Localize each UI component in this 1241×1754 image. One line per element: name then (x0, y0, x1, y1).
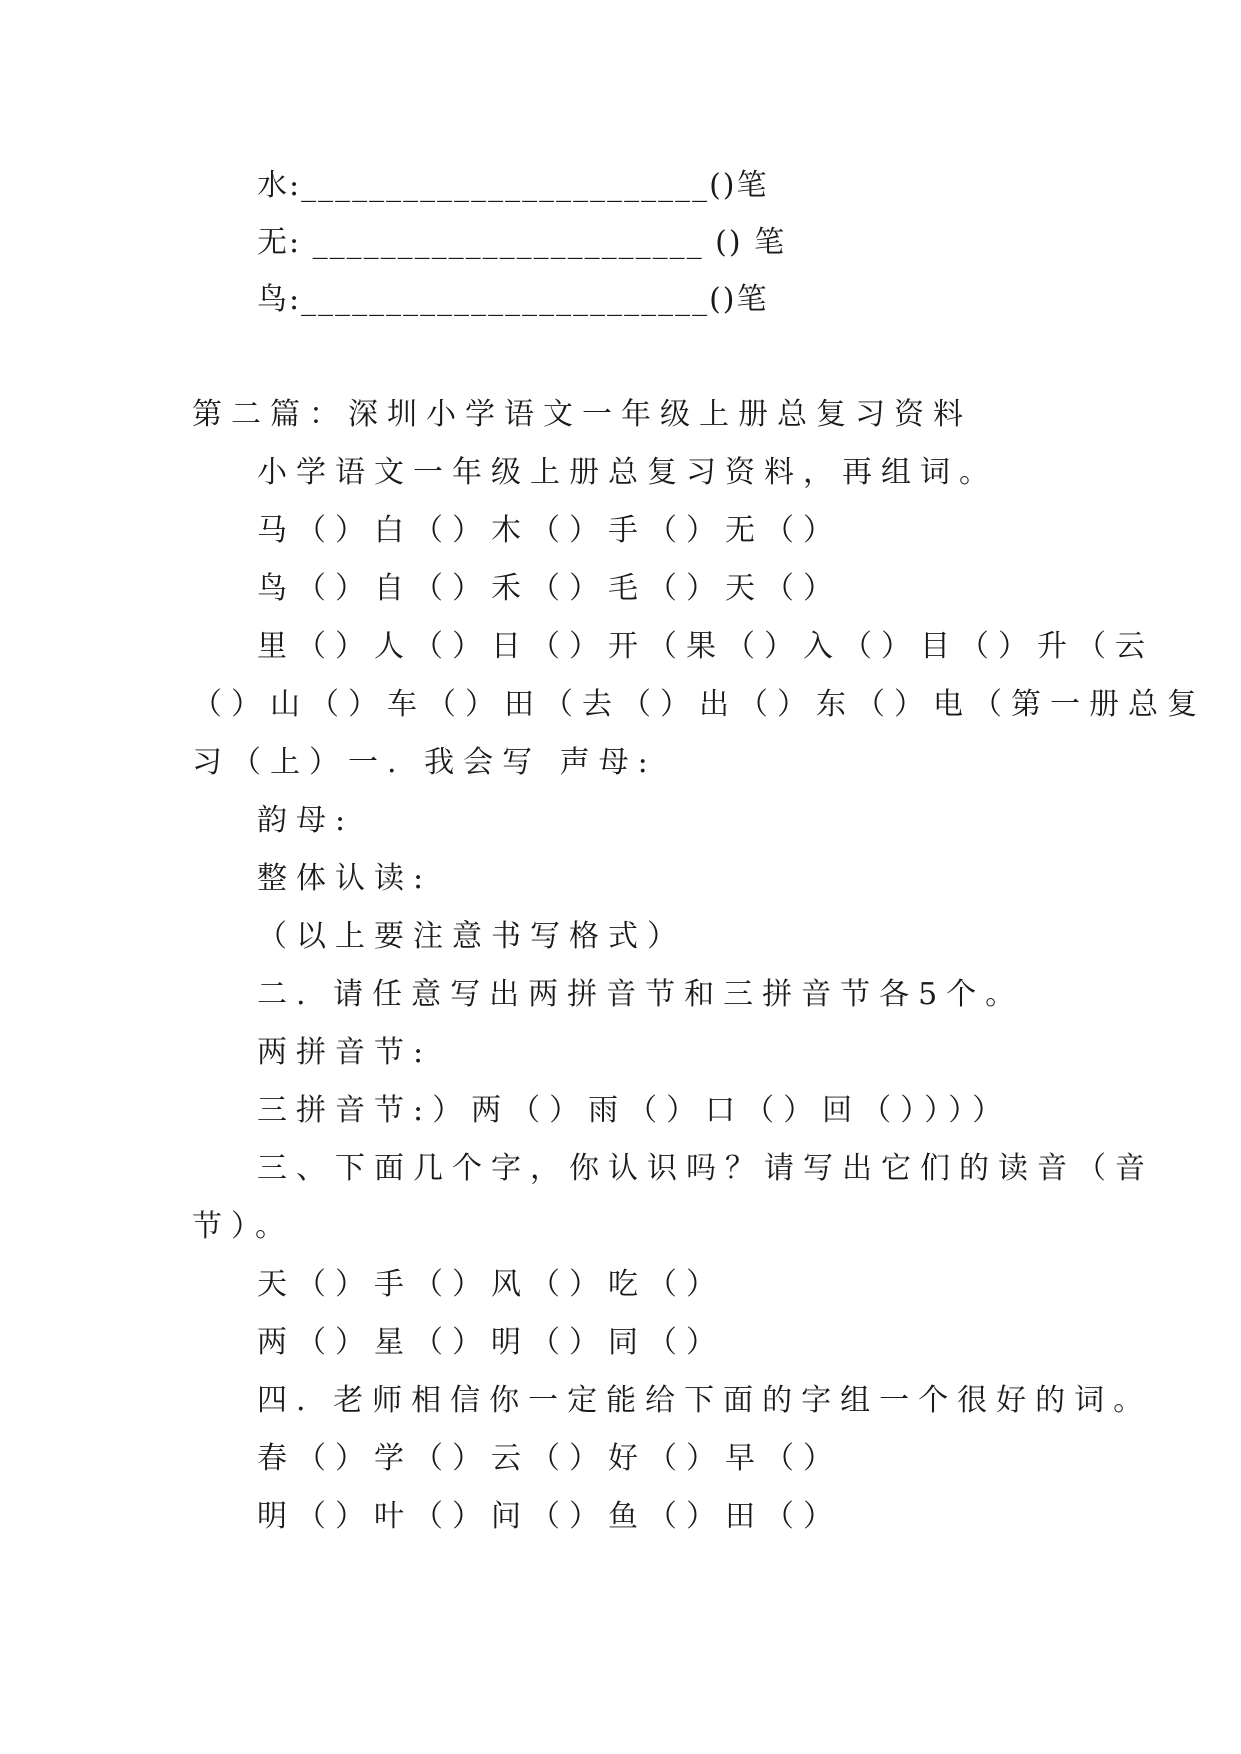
intro-text: 小学语文一年级上册总复习资料，再组词。 (257, 455, 998, 490)
question-four: 四. 老师相信你一定能给下面的字组一个很好的词。 (257, 1383, 1153, 1418)
compose-row-1: 春（）学（）云（）好（）早（） (257, 1441, 842, 1476)
label-liangpin: 两拼音节: (257, 1035, 433, 1070)
word-row-3: 里（）人（）日（）开（果（）入（）目（）升（云 (257, 629, 1154, 664)
label-yunmu: 韵母: (257, 803, 355, 838)
reading-row-2: 两（）星（）明（）同（） (257, 1325, 725, 1360)
question-three: 三、下面几个字，你认识吗？请写出它们的读音（音 (257, 1151, 1154, 1186)
stroke-line-shui: 水:________________________()笔 (257, 168, 769, 203)
note-format: （以上要注意书写格式） (257, 919, 686, 954)
compose-row-2: 明（）叶（）问（）鱼（）田（） (257, 1499, 842, 1534)
question-two: 二. 请任意写出两拼音节和三拼音节各5个。 (257, 977, 1025, 1012)
word-row-1: 马（）白（）木（）手（）无（） (257, 513, 842, 548)
word-row-4: （）山（）车（）田（去（）出（）东（）电（第一册总复 (192, 687, 1206, 722)
stroke-line-wu: 无: _______________________ () 笔 (257, 225, 787, 260)
question-three-cont: 节）。 (192, 1209, 294, 1244)
label-sanpin: 三拼音节:）两（）雨（）口（）回（）））） (257, 1093, 1012, 1128)
review-heading-shengmu: 习（上）一. 我会写 声母: (192, 745, 657, 780)
reading-row-1: 天（）手（）风（）吃（） (257, 1267, 725, 1302)
word-row-2: 鸟（）自（）禾（）毛（）天（） (257, 571, 842, 606)
stroke-line-niao: 鸟:________________________()笔 (257, 282, 769, 317)
label-zhengti: 整体认读: (257, 861, 433, 896)
section-title: 第二篇：深圳小学语文一年级上册总复习资料 (192, 397, 972, 432)
